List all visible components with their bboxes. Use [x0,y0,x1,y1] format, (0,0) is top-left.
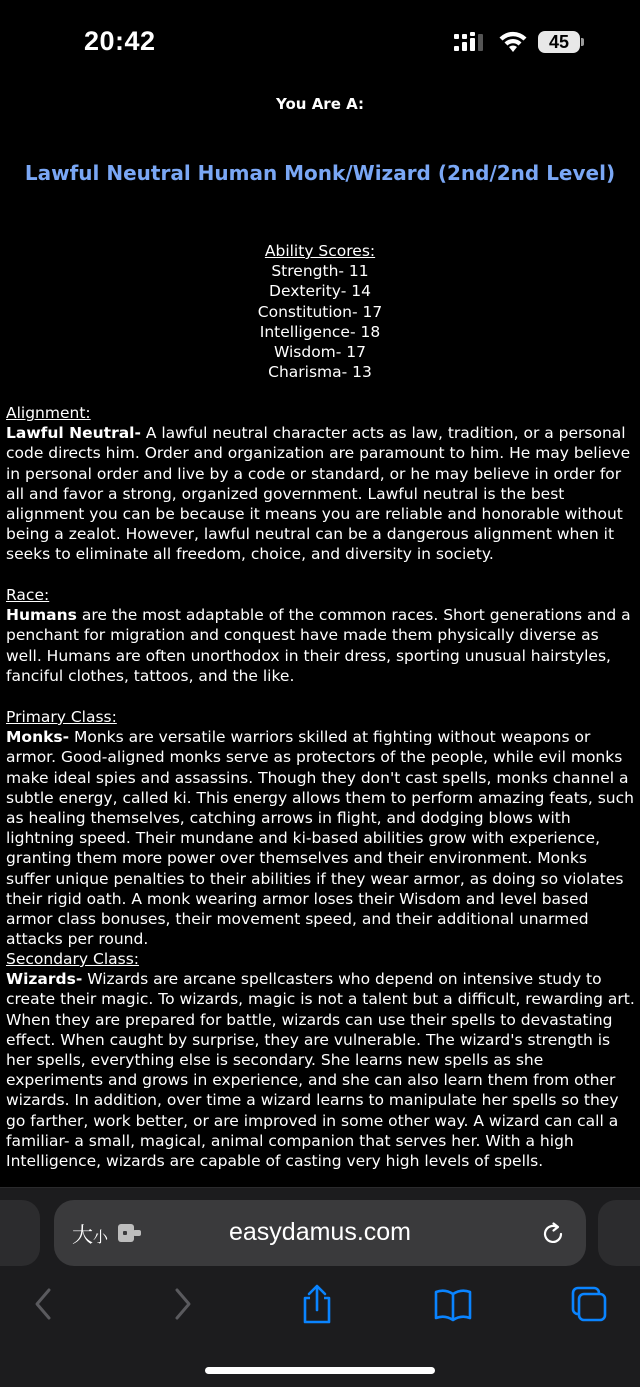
result-intro: You Are A: [276,95,364,113]
status-bar [0,0,640,80]
browser-chrome [0,1187,640,1387]
url-text[interactable]: easydamus.com [228,1218,412,1246]
secondary-class-section [6,949,636,1171]
primary-class-heading: Primary Class: [6,708,117,726]
score-constitution: Constitution- 17 [257,302,383,321]
reload-icon[interactable] [540,1221,566,1247]
bookmarks-icon[interactable] [433,1284,473,1324]
primary-class-section [6,707,636,949]
secondary-class-description: Wizards are arcane spellcasters who depend on intensive study to create their magic. To wizards, magic is not a talent but a difficult, rewarding art. When they are prepared for battle, wizards can use their spells to devastating effect. When caught by surprise, they are vulnerable. The wizard's strength is her spells, everything else is secondary. She learns new spells as she experiments and grows in experience, and she can also learn them from other wizards. In addition, over time a wizard learns to manipulate her spells so they go farther, work better, or are improved in some other way. A wizard can call a familiar- a small, magical, animal companion that serves her. With a high Intelligence, wizards are capable of casting very high levels of spells. [6,970,635,1171]
secondary-class-heading: Secondary Class: [6,950,140,968]
home-indicator[interactable] [205,1367,435,1374]
address-bar[interactable] [54,1200,586,1266]
race-heading: Race: [6,586,50,604]
next-tab-preview[interactable] [598,1200,640,1266]
race-section [6,585,636,686]
primary-class-term: Monks- [6,728,70,747]
browser-toolbar [0,1284,640,1328]
secondary-class-term: Wizards- [6,970,83,989]
ability-scores [0,241,640,382]
alignment-section [6,403,636,565]
score-strength: Strength- 11 [271,262,369,281]
score-intelligence: Intelligence- 18 [259,322,381,341]
primary-class-description: Monks are versatile warriors skilled at fighting without weapons or armor. Good-aligned monks serve as protectors of the people, while evil monks make ideal spies and assassins. Though they don't cast spells, monks channel a subtle energy, called ki. This energy allows them to perform amazing feats, such as healing themselves, catching arrows in flight, and dodging blows with lightning speed. Their mundane and ki-based abilities grow with experience, granting them more power over themselves and their environment. Monks suffer unique penalties to their abilities if they wear armor, as doing so violates their rigid oath. A monk wearing armor loses their Wisdom and level based armor class bonuses, their movement speed, and their additional unarmed attacks per round. [6,728,634,949]
text-size-large-glyph: 大 [72,1223,93,1247]
alignment-term: Lawful Neutral- [6,424,141,443]
battery-cap [581,38,584,46]
cellular-signal-icon [454,32,488,54]
previous-tab-preview[interactable] [0,1200,40,1266]
race-description: are the most adaptable of the common races. Short generations and a penchant for migration and conquest have made them physically diverse as well. Humans are often unorthodox in their dress, sporting unusual hairstyles, fanciful clothes, tattoos, and the like. [6,606,631,685]
status-time: 20:42 [84,26,156,56]
tabs-icon[interactable] [569,1284,609,1324]
alignment-heading: Alignment: [6,404,91,422]
result-title[interactable]: Lawful Neutral Human Monk/Wizard (2nd/2nd Level) [24,161,616,185]
share-icon[interactable] [297,1284,337,1324]
race-term: Humans [6,606,77,625]
text-size-small-glyph: 小 [93,1228,109,1246]
ability-scores-heading: Ability Scores: [264,242,376,260]
forward-icon[interactable] [162,1284,202,1324]
back-icon[interactable] [24,1284,64,1324]
score-wisdom: Wisdom- 17 [273,343,367,362]
wifi-icon [498,30,528,54]
score-dexterity: Dexterity- 14 [269,282,371,301]
battery-indicator: 45 [538,31,580,53]
score-charisma: Charisma- 13 [268,363,372,382]
alignment-description: A lawful neutral character acts as law, tradition, or a personal code directs him. Order and organization are paramount to him. He may believe in personal order and live by a code or standard, or he may believe in order for all and favor a strong, organized government. Lawful neutral is the best alignment you can be because it means you are reliable and honorable without being a zealot. However, lawful neutral can be a dangerous alignment when it seeks to eliminate all freedom, choice, and diversity in society. [6,424,631,564]
